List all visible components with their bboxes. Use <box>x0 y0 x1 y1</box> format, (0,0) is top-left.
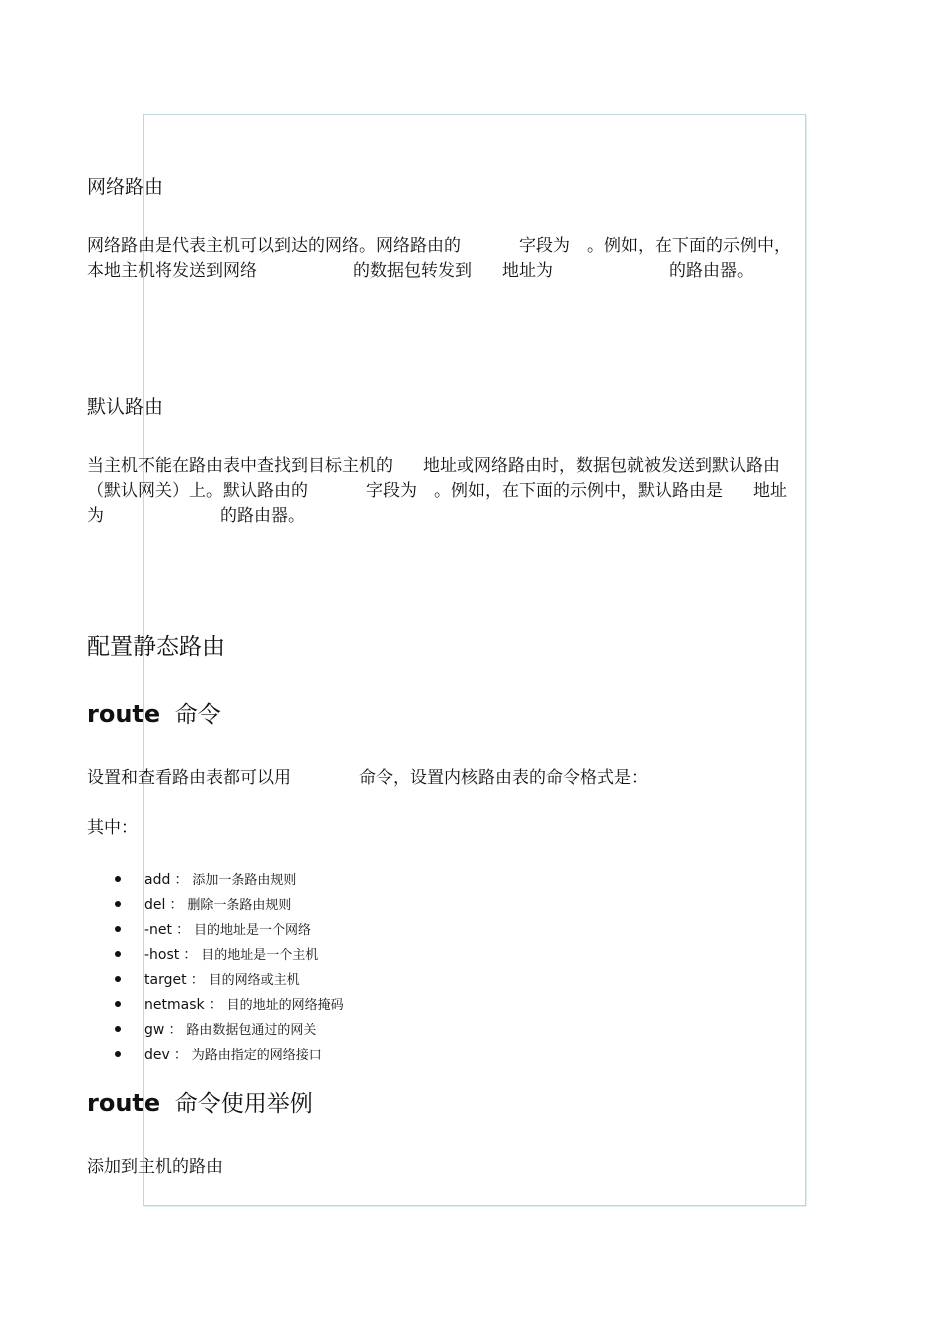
route-command-keyword: route <box>87 700 161 728</box>
paragraph-default-route-line3: 为 的路由器。 <box>87 506 305 526</box>
list-item: target ： 目的网络或主机 <box>87 970 344 995</box>
paragraph-default-route-line1: 当主机不能在路由表中查找到目标主机的 地址或网络路由时，数据包就被发送到默认路由 <box>87 456 780 476</box>
list-item: add ： 添加一条路由规则 <box>87 870 344 895</box>
heading-default-route: 默认路由 <box>87 396 164 418</box>
paragraph-network-route-line2: 本地主机将发送到网络 的数据包转发到 地址为 的路由器。 <box>87 261 754 281</box>
list-item: -host ： 目的地址是一个主机 <box>87 945 344 970</box>
heading-route-examples: route 命令使用举例 <box>87 1089 313 1117</box>
list-item: dev ： 为路由指定的网络接口 <box>87 1045 344 1070</box>
heading-route-command: route 命令 <box>87 700 221 728</box>
paragraph-default-route-line2: （默认网关）上。默认路由的 字段为 。例如，在下面的示例中，默认路由是 地址 <box>87 481 787 501</box>
paragraph-route-usage: 设置和查看路由表都可以用 命令，设置内核路由表的命令格式是： <box>87 768 648 788</box>
route-command-keyword: route <box>87 1089 161 1117</box>
paragraph-where: 其中： <box>87 818 138 838</box>
route-parameter-list <box>87 870 344 1070</box>
list-item: del ： 删除一条路由规则 <box>87 895 344 920</box>
list-item: -net ： 目的地址是一个网络 <box>87 920 344 945</box>
list-item: netmask ： 目的地址的网络掩码 <box>87 995 344 1020</box>
heading-configure-static-route: 配置静态路由 <box>87 634 225 660</box>
list-item: gw ： 路由数据包通过的网关 <box>87 1020 344 1045</box>
paragraph-add-host-route: 添加到主机的路由 <box>87 1157 223 1177</box>
heading-network-route: 网络路由 <box>87 176 164 198</box>
paragraph-network-route-line1: 网络路由是代表主机可以到达的网络。网络路由的 字段为 。例如，在下面的示例中， <box>87 236 791 256</box>
